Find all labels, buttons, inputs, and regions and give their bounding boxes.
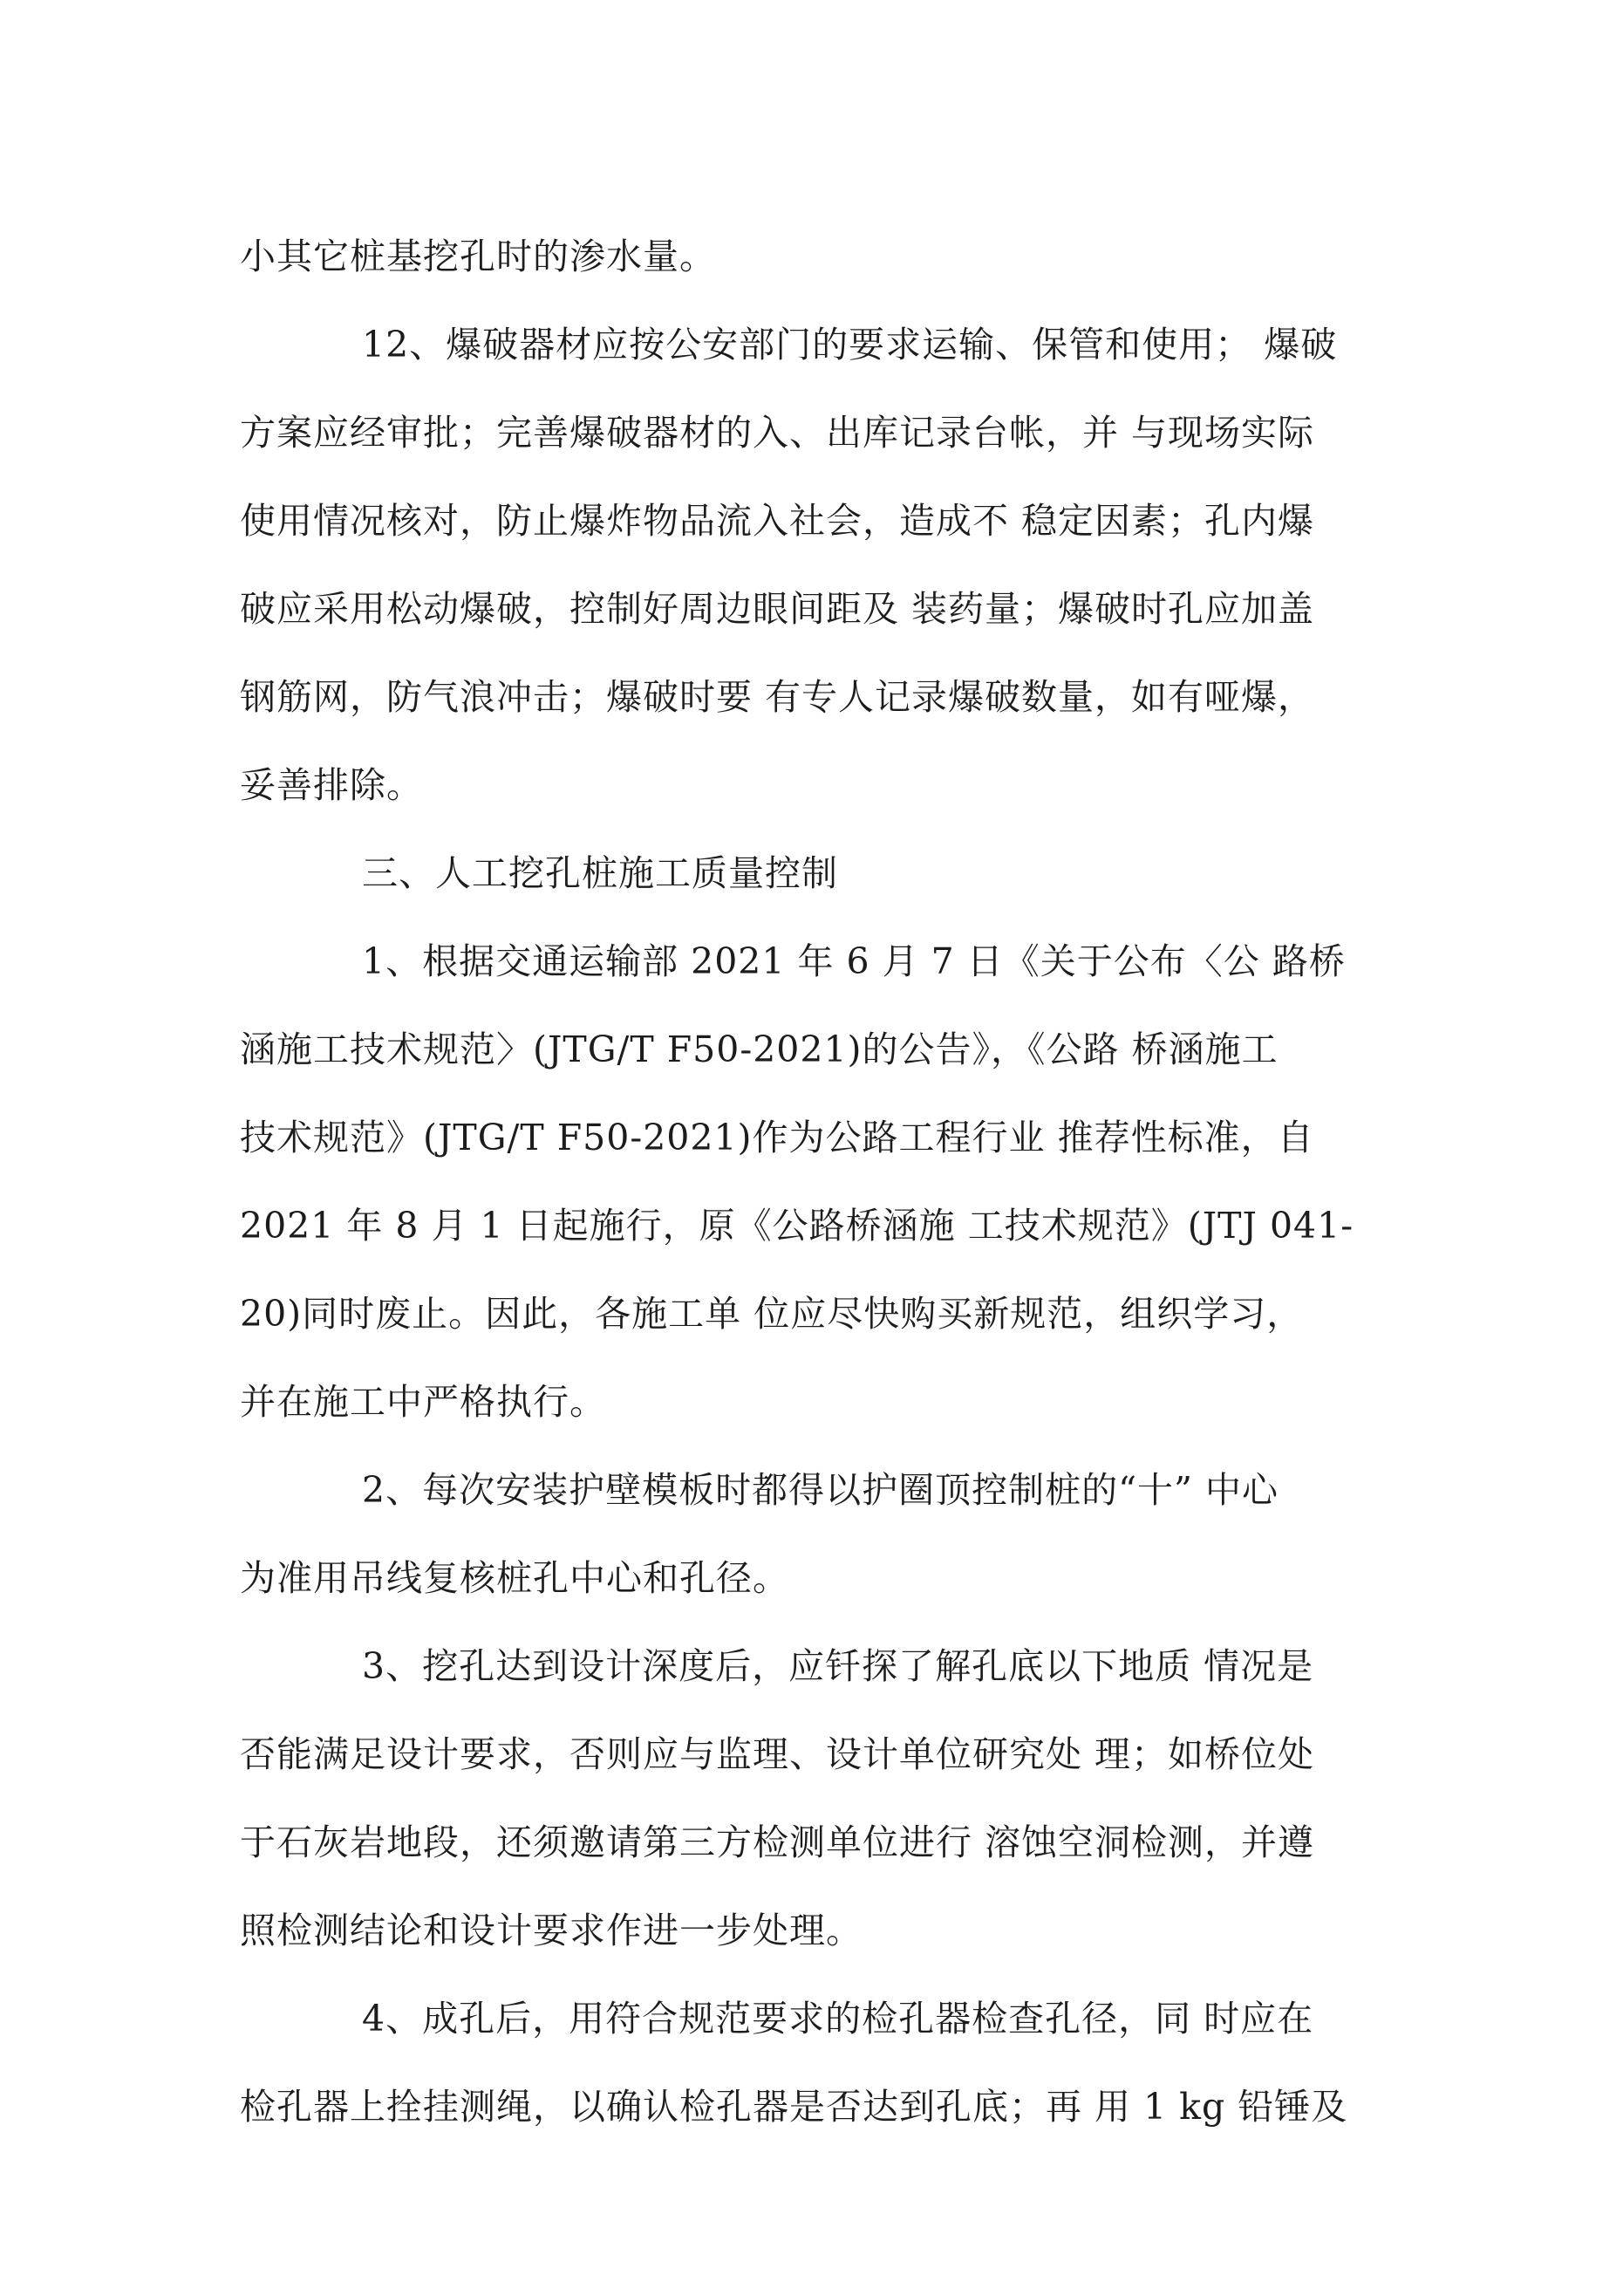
text-line: 并在施工中严格执行。 — [240, 1381, 606, 1423]
text-line: 技术规范》(JTG/T F50-2021)作为公路工程行业 推荐性标准，自 — [240, 1117, 1314, 1158]
text-line: 使用情况核对，防止爆炸物品流入社会，造成不 稳定因素；孔内爆 — [240, 500, 1315, 542]
text-line: 12、爆破器材应按公安部门的要求运输、保管和使用； 爆破 — [362, 324, 1338, 366]
text-line: 2、每次安装护壁模板时都得以护圈顶控制桩的“十” 中心 — [362, 1469, 1279, 1511]
text-line: 2021 年 8 月 1 日起施行，原《公路桥涵施 工技术规范》(JTJ 041- — [240, 1205, 1354, 1247]
text-line: 4、成孔后，用符合规范要求的检孔器检查孔径，同 时应在 — [362, 1998, 1314, 2040]
text-line: 于石灰岩地段，还须邀请第三方检测单位进行 溶蚀空洞检测，并遵 — [240, 1821, 1315, 1863]
document-body — [240, 213, 1408, 2151]
text-line: 否能满足设计要求，否则应与监理、设计单位研究处 理；如桥位处 — [240, 1733, 1315, 1775]
text-line: 3、挖孔达到设计深度后，应钎探了解孔底以下地质 情况是 — [362, 1645, 1314, 1687]
text-line: 为准用吊线复核桩孔中心和孔径。 — [240, 1557, 789, 1599]
text-line: 检孔器上拴挂测绳，以确认检孔器是否达到孔底；再 用 1 kg 铅锤及 — [240, 2086, 1348, 2128]
text-line: 1、根据交通运输部 2021 年 6 月 7 日《关于公布〈公 路桥 — [362, 940, 1346, 982]
text-line: 妥善排除。 — [240, 764, 423, 806]
section-heading: 三、人工挖孔桩施工质量控制 — [362, 852, 838, 894]
text-line: 20)同时废止。因此，各施工单 位应尽快购买新规范，组织学习， — [240, 1293, 1304, 1335]
text-line: 方案应经审批；完善爆破器材的入、出库记录台帐，并 与现场实际 — [240, 412, 1315, 454]
text-line: 破应采用松动爆破，控制好周边眼间距及 装药量；爆破时孔应加盖 — [240, 588, 1315, 630]
text-line: 涵施工技术规范〉(JTG/T F50-2021)的公告》，《公路 桥涵施工 — [240, 1028, 1279, 1070]
text-line: 钢筋网，防气浪冲击；爆破时要 有专人记录爆破数量，如有哑爆， — [240, 676, 1315, 718]
text-line: 照检测结论和设计要求作进一步处理。 — [240, 1910, 863, 1951]
text-line: 小其它桩基挖孔时的渗水量。 — [240, 236, 716, 277]
